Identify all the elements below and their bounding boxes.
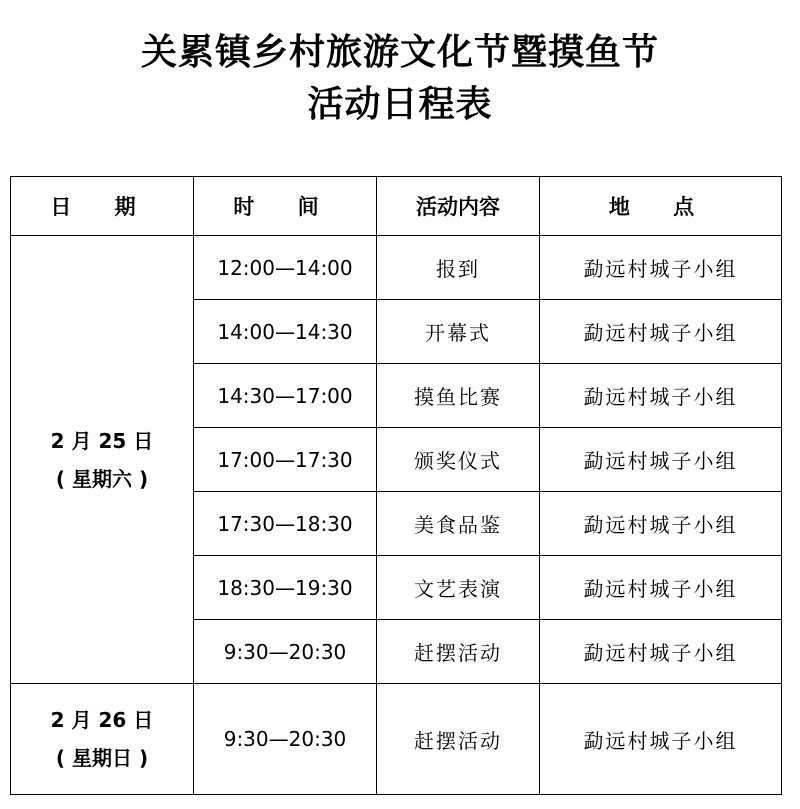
activity-cell: 赶摆活动 [377,620,540,684]
time-cell: 12:00—14:00 [194,236,377,300]
time-cell: 18:30—19:30 [194,556,377,620]
time-cell: 14:00—14:30 [194,300,377,364]
activity-cell: 摸鱼比赛 [377,364,540,428]
header-location: 地 点 [540,177,782,236]
time-cell: 9:30—20:30 [194,684,377,795]
location-cell: 勐远村城子小组 [540,364,782,428]
activity-cell: 颁奖仪式 [377,428,540,492]
header-activity: 活动内容 [377,177,540,236]
header-date: 日 期 [11,177,194,236]
date-label: 2 月 25 日 [50,428,154,453]
header-time: 时 间 [194,177,377,236]
activity-cell: 美食品鉴 [377,492,540,556]
time-cell: 17:00—17:30 [194,428,377,492]
time-cell: 14:30—17:00 [194,364,377,428]
location-cell: 勐远村城子小组 [540,492,782,556]
activity-cell: 文艺表演 [377,556,540,620]
activity-cell: 报到 [377,236,540,300]
table-header-row [11,177,782,236]
location-cell: 勐远村城子小组 [540,556,782,620]
activity-cell: 赶摆活动 [377,684,540,795]
time-cell: 17:30—18:30 [194,492,377,556]
table-row [11,236,782,300]
location-cell: 勐远村城子小组 [540,300,782,364]
schedule-table [10,176,782,795]
date-cell-day1 [11,236,194,684]
date-label: 2 月 26 日 [50,708,154,732]
location-cell: 勐远村城子小组 [540,236,782,300]
table-row [11,684,782,795]
location-cell: 勐远村城子小组 [540,620,782,684]
weekday-label: ( 星期日 ) [55,746,149,770]
location-cell: 勐远村城子小组 [540,684,782,795]
document-subtitle: 活动日程表 [307,83,493,125]
weekday-label: ( 星期六 ) [55,466,149,491]
location-cell: 勐远村城子小组 [540,428,782,492]
activity-cell: 开幕式 [377,300,540,364]
document-title: 关累镇乡村旅游文化节暨摸鱼节 [140,31,659,73]
date-cell-day2 [11,684,194,795]
time-cell: 9:30—20:30 [194,620,377,684]
